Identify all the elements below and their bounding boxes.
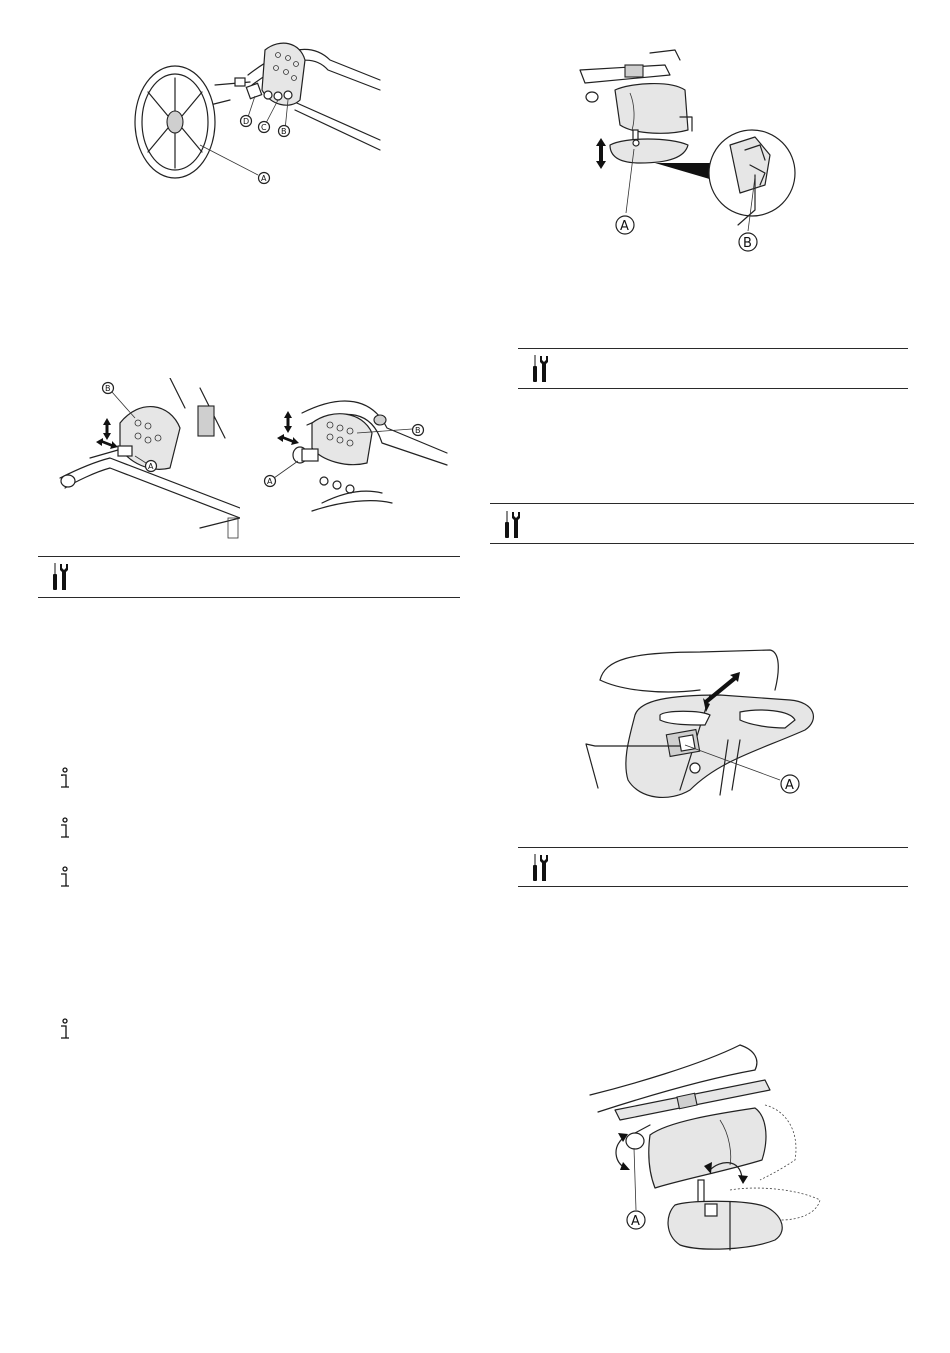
footplate-height-illustration	[570, 45, 810, 260]
tool-section-rule-bottom	[38, 597, 460, 598]
callout-a: A	[261, 174, 267, 183]
info-icon	[58, 866, 72, 890]
tool-section-rule-top	[490, 503, 914, 504]
tool-section-rule-bottom	[518, 886, 908, 887]
screwdriver-wrench-icon	[528, 853, 554, 883]
callout-d: D	[243, 117, 250, 126]
callout-c: C	[261, 123, 267, 132]
callout-a: A	[267, 477, 273, 486]
callout-a: A	[785, 778, 794, 793]
tool-section-rule-bottom	[490, 543, 914, 544]
callout-b: B	[415, 426, 421, 435]
tool-section-rule-top	[518, 847, 908, 848]
info-icon	[58, 1018, 72, 1042]
callout-a: A	[620, 219, 629, 234]
callout-b: B	[281, 127, 287, 136]
callout-b: B	[743, 236, 752, 251]
callout-a: A	[148, 462, 154, 471]
screwdriver-wrench-icon	[500, 510, 526, 540]
screwdriver-wrench-icon	[528, 354, 554, 384]
tool-section-rule-top	[518, 348, 908, 349]
axle-position-left-illustration	[50, 378, 240, 543]
wheel-mounting-illustration	[130, 30, 390, 200]
callout-b: B	[105, 384, 111, 393]
axle-position-right-illustration	[262, 393, 452, 523]
tool-section-rule-top	[38, 556, 460, 557]
callout-a: A	[631, 1214, 640, 1229]
info-icon	[58, 817, 72, 841]
footplate-depth-illustration	[580, 640, 840, 810]
info-icon	[58, 767, 72, 791]
tool-section-rule-bottom	[518, 388, 908, 389]
screwdriver-wrench-icon	[48, 562, 74, 592]
footplate-angle-illustration	[580, 1040, 840, 1265]
